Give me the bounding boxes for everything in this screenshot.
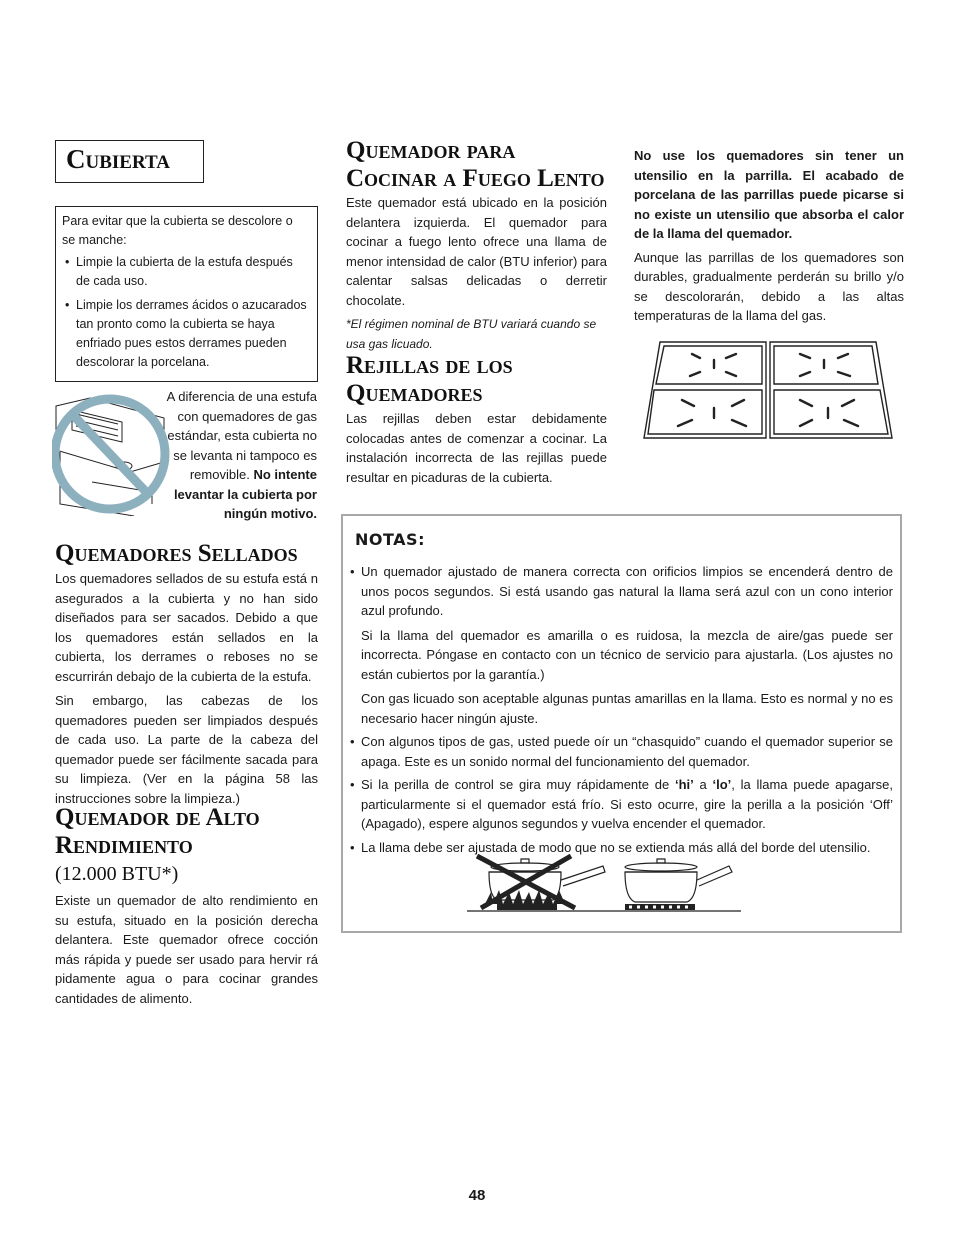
notas-item <box>347 732 893 771</box>
notas-list <box>347 562 893 857</box>
notas-item-1-p2: Si la llama del quemador es amarilla o es ruidosa, la mezcla de aire/gas puede ser incorrecta. Póngase en contacto con un técnico de servicio para ajustarla. (Los ajustes no están cubiertos por la garantía.) <box>361 627 893 682</box>
notas-item-3-a: Si la perilla de control se gira muy rápidamente de <box>361 777 670 792</box>
alto-title-line1: Quemador de Alto <box>55 804 260 831</box>
alto-title-line2: Rendimiento <box>55 832 193 859</box>
lento-p1: Este quemador está ubicado en la posición delantera izquierda. El quemador para cocinar a fuego lento ofrece una llama de menor intensidad de calor (BTU inferior) para calentar salsas delicadas o derretir chocolate. <box>346 195 607 308</box>
col3-p1: Aunque las parrillas de los quemadores son durables, gradualmente perderán su brillo y/o se descolorarán, debido a las altas temperaturas de la llama del gas. <box>634 249 904 323</box>
cubierta-side-bold: No intente levantar la cubierta por ningún motivo. <box>173 467 317 521</box>
notas-item-4: La llama debe ser ajustada de modo que no se extienda más allá del borde del utensilio. <box>361 839 871 855</box>
notas-item-3-hi: ‘hi’ <box>674 777 694 792</box>
alto-heading <box>55 804 260 888</box>
warning-list <box>62 253 309 373</box>
sellados-body <box>55 569 318 808</box>
notas-item-2: Con algunos tipos de gas, usted puede oír un “chasquido” cuando el quemador superior se apaga. Este es un sonido normal del funcionamiento del quemador. <box>361 734 893 769</box>
rejillas-title-line2: Quemadores <box>346 380 483 407</box>
alto-p1: Existe un quemador de alto rendimiento en su estufa, situado en la posición derecha delantera. Este quemador ofrece cocción más rápida y puede ser usado para hervir rá pidamente agua o para cocinar grandes cantidades de alimento. <box>55 893 318 1006</box>
rejillas-title-line1: Rejillas de los <box>346 352 513 379</box>
notas-item-1-p3: Con gas licuado son aceptable algunas puntas amarillas en la llama. Esto es normal y no es necesario hacer ningún ajuste. <box>361 691 893 726</box>
alto-subtitle: (12.000 BTU*) <box>55 863 179 885</box>
sellados-p2: Sin embargo, las cabezas de los quemadores pueden ser limpiados después de cada uso. La parte de la cabeza del quemador puede ser fácilmente sacada para su limpieza. (Ver en la página 58 las instrucciones sobre la limpieza.) <box>55 693 318 806</box>
no-lift-cooktop-illustration <box>52 392 170 516</box>
sellados-p1: Los quemadores sellados de su estufa está n asegurados a la cubierta y no han sido diseñados para ser sacados. Debido a que los quemadores están sellados en la cubierta, los derrames o reboses no se escurrirán debajo de la cubierta de la estufa. <box>55 571 318 684</box>
cubierta-title: Cubierta <box>66 144 170 174</box>
sellados-title: Quemadores Sellados <box>55 540 298 567</box>
notas-item-1-p1: • Un quemador ajustado de manera correcta con orificios limpios se encenderá dentro de unos pocos segundos. Si está usando gas natural la llama será azul con un cono interior azul profundo. <box>361 564 893 618</box>
notas-item-3-mid: a <box>699 777 707 792</box>
lento-title-line1: Quemador para <box>346 137 516 164</box>
col3-warning: No use los quemadores sin tener un utensilio en la parrilla. El acabado de porcelana de las parrillas puede picarse si no existe un utensilio que absorba el calor de la llama del quemador. <box>634 148 904 241</box>
rejillas-heading <box>346 352 513 408</box>
rejillas-p1: Las rejillas deben estar debidamente colocadas antes de comenzar a cocinar. La instalación incorrecta de las rejillas puede resultar en picaduras de la cubierta. <box>346 411 607 485</box>
warning-item: • Limpie los derrames ácidos o azucarados tan pronto como la cubierta se haya enfriado pues estos derrames pueden descolorar la porcelana. <box>62 296 309 373</box>
notas-item <box>347 562 893 728</box>
notas-title: NOTAS: <box>355 530 425 549</box>
lento-title-line2: Cocinar a Fuego Lento <box>346 165 605 192</box>
warning-intro: Para evitar que la cubierta se descolore o se manche: <box>62 214 293 247</box>
cubierta-side-text <box>164 387 317 524</box>
notas-item-3-lo: ‘lo’ <box>712 777 732 792</box>
lento-body <box>346 193 607 354</box>
warning-box <box>55 206 318 382</box>
notas-item <box>347 775 893 834</box>
pan-flame-illustration <box>467 854 745 916</box>
lento-heading <box>346 137 604 193</box>
page-number: 48 <box>468 1187 486 1204</box>
notas-item-3-b: , la llama puede apagarse, particularmente si el quemador está frío. Si esto ocurre, gire la perilla a la posición ‘Off’ (Apagado), espere algunos segundos y vuelva encender el quemador. <box>361 777 893 831</box>
notas-box <box>341 514 902 933</box>
burner-grates-illustration <box>640 338 896 442</box>
cubierta-title-box <box>55 140 204 183</box>
lento-note: *El régimen nominal de BTU variará cuando se usa gas licuado. <box>346 317 597 351</box>
cubierta-side-plain: A diferencia de una estufa con quemadores de gas estándar, esta cubierta no se levanta ni tampoco es removible. <box>166 389 317 482</box>
warning-item: • Limpie la cubierta de la estufa después de cada uso. <box>62 253 309 292</box>
col3-body <box>634 146 904 326</box>
